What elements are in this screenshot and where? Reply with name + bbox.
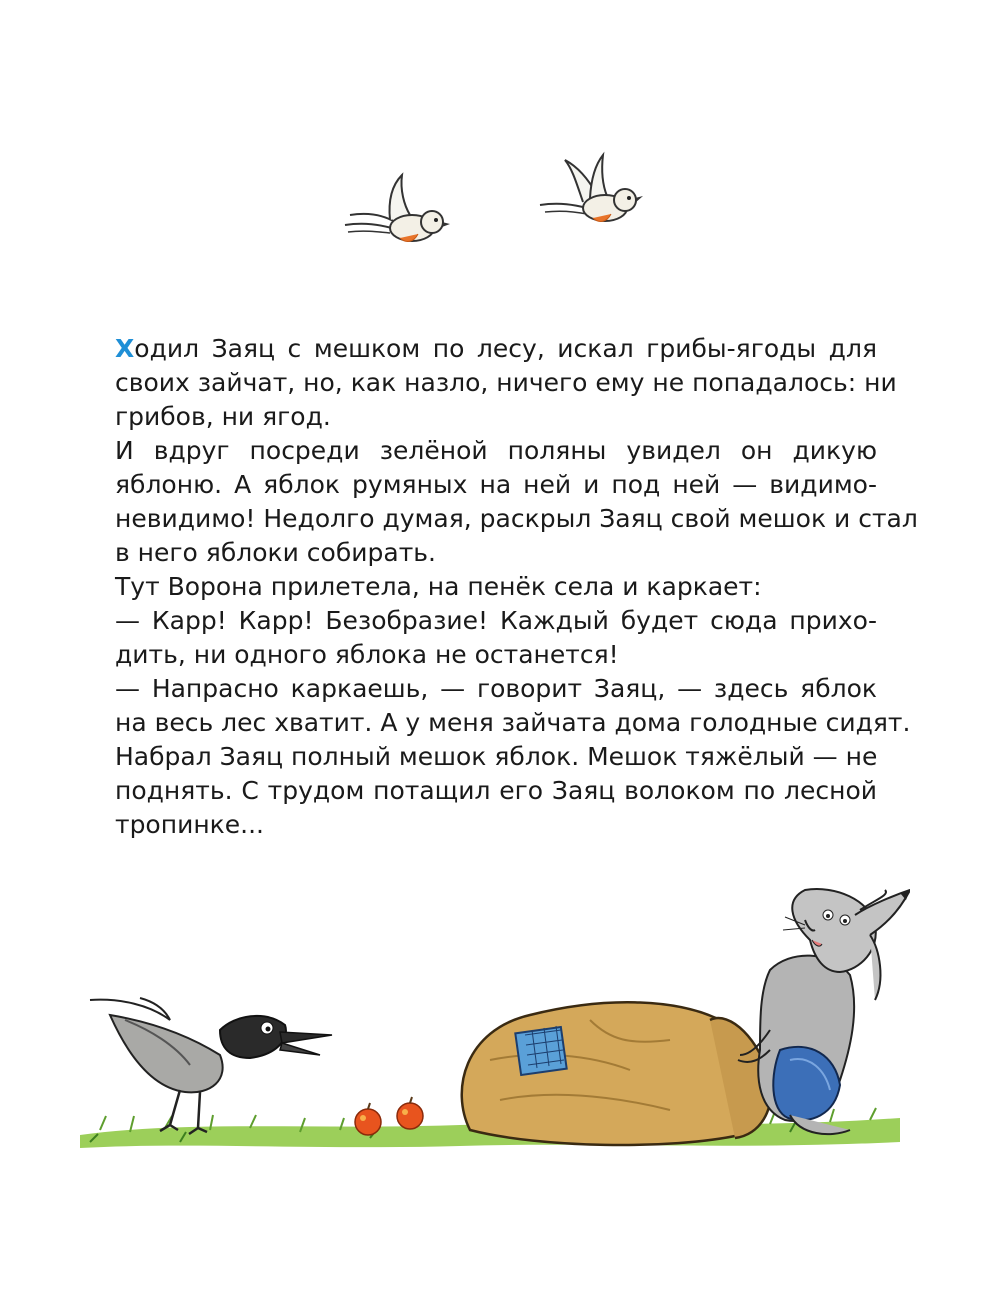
line: своих зайчат, но, как назло, ничего ему не попадалось: ни bbox=[115, 368, 897, 397]
paragraph-3 bbox=[115, 570, 877, 604]
sack bbox=[462, 1002, 771, 1145]
line: невидимо! Недолго думая, раскрыл Заяц свой мешок и стал bbox=[115, 504, 918, 533]
line: Тут Ворона прилетела, на пенёк села и каркает: bbox=[115, 572, 762, 601]
line: — Карр! Карр! Безобразие! Каждый будет сюда прихо- bbox=[115, 606, 877, 635]
paragraph-6 bbox=[115, 740, 877, 842]
crow bbox=[90, 998, 332, 1134]
story-text bbox=[115, 332, 918, 842]
paragraph-2 bbox=[115, 434, 918, 570]
line: на весь лес хватит. А у меня зайчата дома голодные сидят. bbox=[115, 708, 911, 737]
line: Ходил Заяц с мешком по лесу, искал грибы-ягоды для bbox=[115, 334, 877, 363]
paragraph-5 bbox=[115, 672, 911, 740]
line: тропинке... bbox=[115, 810, 264, 839]
bird-left bbox=[345, 175, 450, 241]
paragraph-1 bbox=[115, 332, 897, 434]
paragraph-4 bbox=[115, 604, 877, 672]
line: дить, ни одного яблока не останется! bbox=[115, 640, 619, 669]
birds-illustration bbox=[330, 150, 650, 260]
scene-illustration bbox=[70, 880, 910, 1170]
hare bbox=[738, 889, 910, 1134]
line: грибов, ни ягод. bbox=[115, 402, 331, 431]
line: яблоню. А яблок румяных на ней и под ней — видимо- bbox=[115, 470, 877, 499]
drop-cap: Х bbox=[115, 334, 135, 363]
line: И вдруг посреди зелёной поляны увидел он дикую bbox=[115, 436, 877, 465]
line: поднять. С трудом потащил его Заяц волоком по лесной bbox=[115, 776, 877, 805]
line: Набрал Заяц полный мешок яблок. Мешок тяжёлый — не bbox=[115, 742, 878, 771]
line: — Напрасно каркаешь, — говорит Заяц, — здесь яблок bbox=[115, 674, 877, 703]
bird-right bbox=[540, 155, 643, 221]
line: в него яблоки собирать. bbox=[115, 538, 436, 567]
